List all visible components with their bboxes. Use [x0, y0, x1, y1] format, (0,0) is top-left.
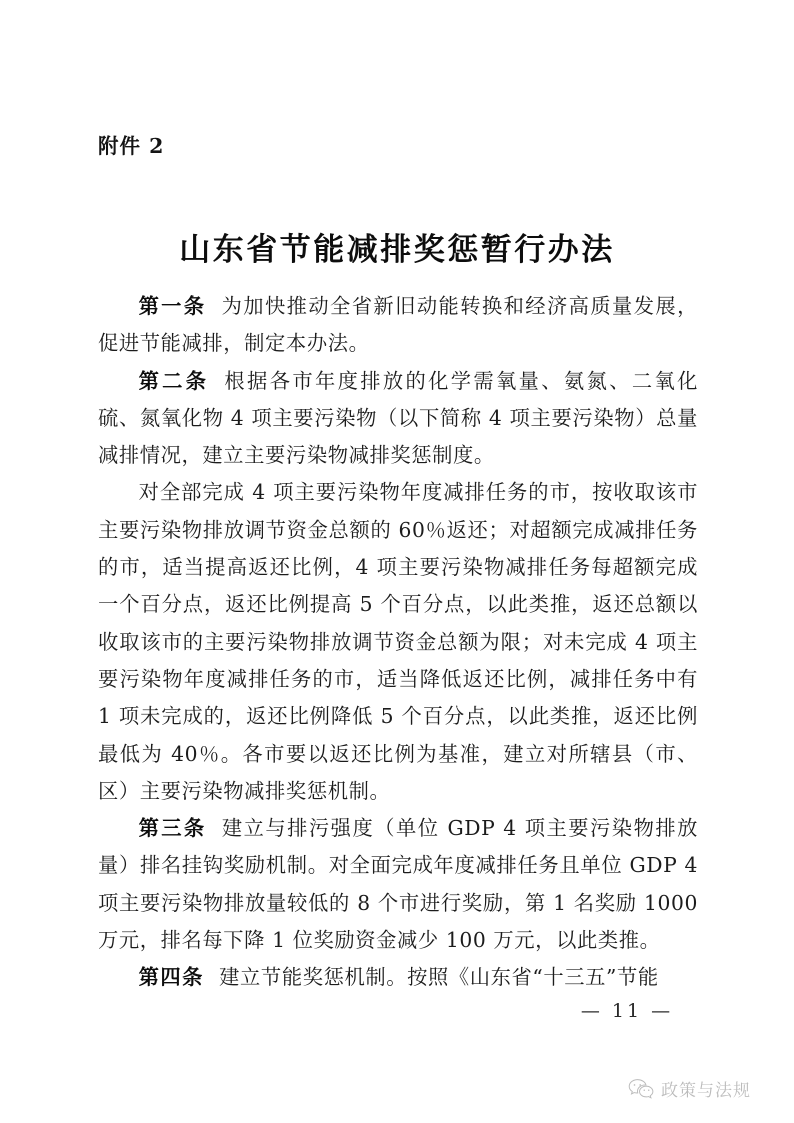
attachment-label: 附件 2 [98, 134, 165, 158]
article-number: 第四条 [138, 965, 204, 990]
article-number: 第三条 [138, 816, 207, 841]
article-paragraph [98, 810, 698, 959]
article-text: 为加快推动全省新旧动能转换和经济高质量发展，促进节能减排，制定本办法。 [98, 294, 698, 356]
article-paragraph [98, 959, 698, 996]
page-number [0, 1000, 794, 1022]
article-paragraph [98, 288, 698, 363]
article-paragraph [98, 474, 698, 810]
wechat-icon [628, 1078, 654, 1100]
article-text: 建立节能奖惩机制。按照《山东省“十三五”节能 [219, 965, 659, 990]
document-body [98, 288, 698, 997]
article-number: 第一条 [138, 294, 207, 318]
page-title: 山东省节能减排奖惩暂行办法 [179, 231, 615, 268]
article-text: 建立与排污强度（单位 GDP 4 项主要污染物排放量）排名挂钩奖励机制。对全面完成年度减排任务且单位 GDP 4 项主要污染物排放量较低的 8 个市进行奖励，第 1 名奖励 1000 万元，排名每下降 1 位奖励资金减少 100 万元，以此类推。 [98, 816, 698, 953]
account-watermark [628, 1076, 751, 1101]
account-name: 政策与法规 [661, 1081, 751, 1101]
page-number-text: — 11 — [580, 1000, 674, 1022]
article-paragraph [98, 363, 698, 475]
article-text: 根据各市年度排放的化学需氧量、氨氮、二氧化硫、氮氧化物 4 项主要污染物（以下简称 4 项主要污染物）总量减排情况，建立主要污染物减排奖惩制度。 [98, 368, 698, 468]
article-text: 对全部完成 4 项主要污染物年度减排任务的市，按收取该市主要污染物排放调节资金总额的 60％返还；对超额完成减排任务的市，适当提高返还比例，4 项主要污染物减排任务每超额完成一个百分点，返还比例提高 5 个百分点，以此类推，返还总额以收取该市的主要污染物排放调节资金总额为限；对未完成 4 项主要污染物年度减排任务的市，适当降低返还比例，减排任务中有 1 项未完成的，返还比例降低 5 个百分点，以此类推，返还比例最低为 40％。各市要以返还比例为基准，建立对所辖县（市、区）主要污染物减排奖惩机制。 [98, 480, 698, 803]
article-number: 第二条 [138, 368, 210, 393]
